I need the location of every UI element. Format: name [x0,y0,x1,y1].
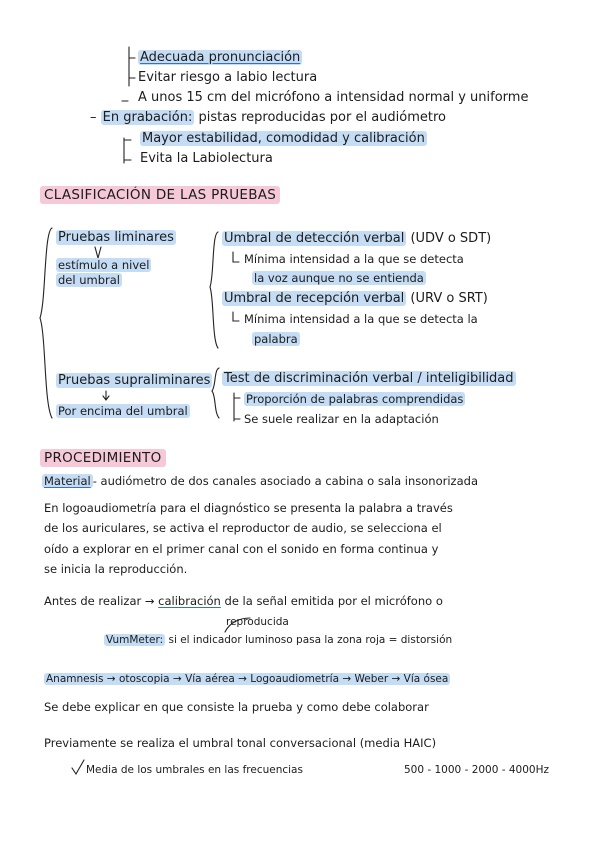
intro-line-6: Evita la Labiolectura [140,151,273,166]
urv-abbr: (URV o SRT) [410,291,488,306]
calibracion-word: calibración [158,594,221,608]
arrow-down-small-2 [103,391,109,400]
urv-def-1: Mínima intensidad a la que se detecta la [244,312,478,326]
paragraph-line-1: En logoaudiometría para el diagnóstico se presenta la palabra a través [44,501,453,515]
dash: – [90,110,101,125]
supra-brace [212,368,219,418]
supra-sub: Por encima del umbral [58,404,188,418]
grabacion-text: pistas reproducidas por el audiómetro [198,110,447,125]
liminares-sub-2: del umbral [58,273,120,287]
paragraph-line-3: oído a explorar en el primer canal con el sonido en forma continua y [44,542,439,556]
material-text: - audiómetro de dos canales asociado a cabina o sala insonorizada [92,474,478,488]
test-item-2: Se suele realizar en la adaptación [244,412,439,426]
media-check [72,760,84,774]
intro-line-2: Evitar riesgo a labio lectura [138,70,318,85]
explicar-line: Se debe explicar en que consiste la prueba y como debe colaborar [44,700,429,714]
paragraph-line-2: de los auriculares, se activa el reproductor de audio, se selecciona el [44,521,442,535]
intro-line-4 [90,109,446,126]
vummeter-label: VumMeter: [106,634,164,646]
reproducida: reproducida [226,616,289,628]
paragraph-line-4: se inicia la reproducción. [44,562,188,576]
intro-line-1: Adecuada pronunciación [140,50,301,65]
liminares-sub-1: estímulo a nivel [58,258,150,272]
grabacion-label: En grabación: [102,110,193,125]
test-item-1: Proporción de palabras comprendidas [246,392,464,406]
udv-title: Umbral de detección verbal [224,231,405,246]
supra-title: Pruebas supraliminares [58,373,211,388]
intro-line-5: Mayor estabilidad, comodidad y calibración [142,131,425,146]
liminares-brace [210,232,218,348]
udv-def-1: Mínima intensidad a la que se detecta [244,252,464,266]
udv-abbr: (UDV o SDT) [410,231,492,246]
clasificacion-heading: CLASIFICACIÓN DE LAS PRUEBAS [40,187,280,204]
liminares-title: Pruebas liminares [58,230,174,245]
intro-line-3: A unos 15 cm del micrófono a intensidad normal y uniforme [138,90,529,105]
udv-line [222,230,491,247]
previamente-line: Previamente se realiza el umbral tonal conversacional (media HAIC) [44,736,437,750]
udv-def-2: la voz aunque no se entienda [254,271,424,285]
test-title: Test de discriminación verbal / inteligibilidad [224,371,514,386]
sequence-line: Anamnesis → otoscopia → Vía aérea → Logoaudiometría → Weber → Vía ósea [46,673,449,685]
urv-def-2: palabra [254,332,298,346]
material-line [42,473,478,490]
procedimiento-heading: PROCEDIMIENTO [40,450,166,467]
left-brace [40,228,52,418]
frequencies: 500 - 1000 - 2000 - 4000Hz [404,764,550,776]
material-label: Material [44,474,91,488]
vummeter-line: VumMeter: si el indicador luminoso pasa la zona roja = distorsión [106,634,453,646]
urv-title: Umbral de recepción verbal [224,291,405,306]
media-line: Media de los umbrales en las frecuencias [86,764,303,776]
antes-line: Antes de realizar → calibración de la señal emitida por el micrófono o [44,594,443,608]
urv-line [222,290,488,307]
